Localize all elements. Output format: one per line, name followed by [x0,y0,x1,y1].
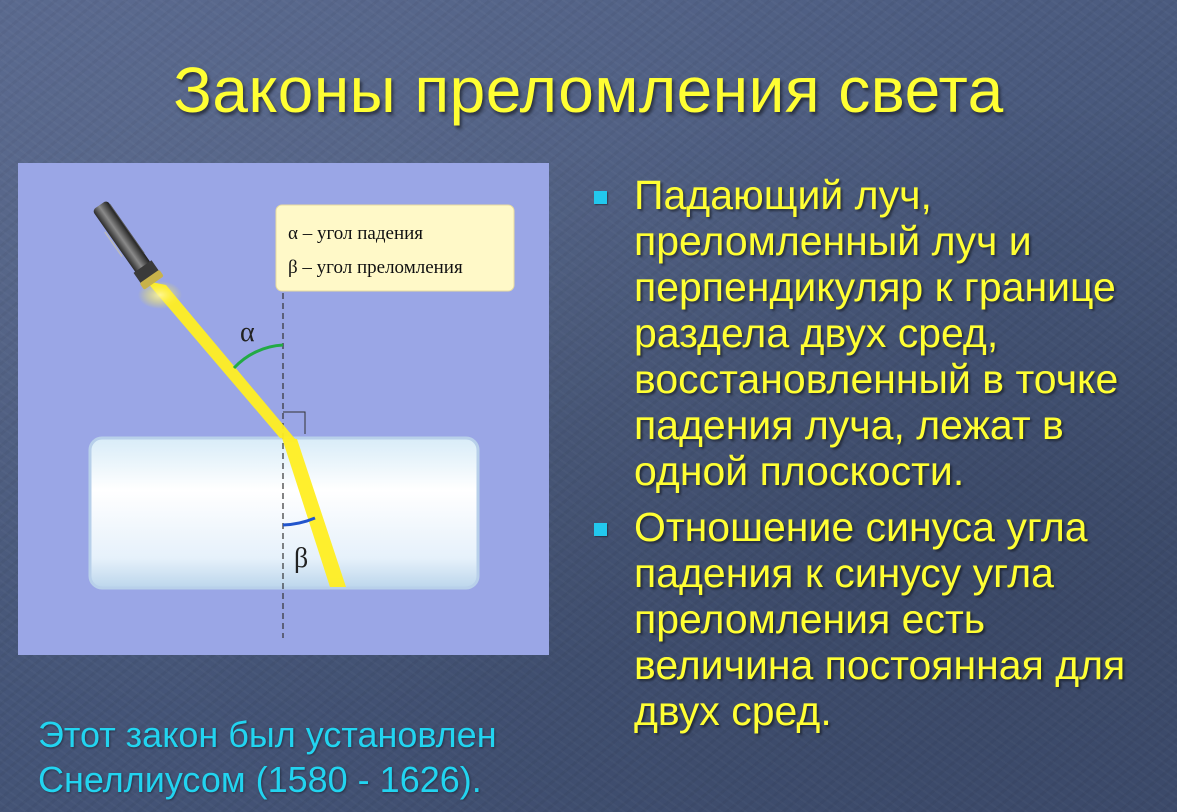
glass-block [90,438,478,588]
note-line-2: Снеллиусом (1580 - 1626). [38,759,482,800]
law-1-text: Падающий луч, преломленный луч и перпендикуляр к границе раздела двух сред, восстановленный в точке падения луча, лежат в одной плоскости. [634,172,1119,494]
legend-line-alpha: α – угол падения [288,223,424,244]
list-item [594,504,1154,734]
slide-title: Законы преломления света [173,54,1004,126]
alpha-label: α [240,317,255,348]
legend-line-beta: β – угол преломления [288,257,463,278]
legend-box [276,205,514,291]
refraction-diagram [18,163,549,655]
list-item [594,172,1154,494]
bullet-square-icon [594,523,607,536]
note-line-1: Этот закон был установлен [38,714,497,755]
snellius-note [38,712,578,802]
bullet-square-icon [594,191,607,204]
beta-label: β [294,543,309,574]
law-2-text: Отношение синуса угла падения к синусу угла преломления есть величина постоянная для двух сред. [634,504,1126,734]
laws-list [594,172,1154,744]
